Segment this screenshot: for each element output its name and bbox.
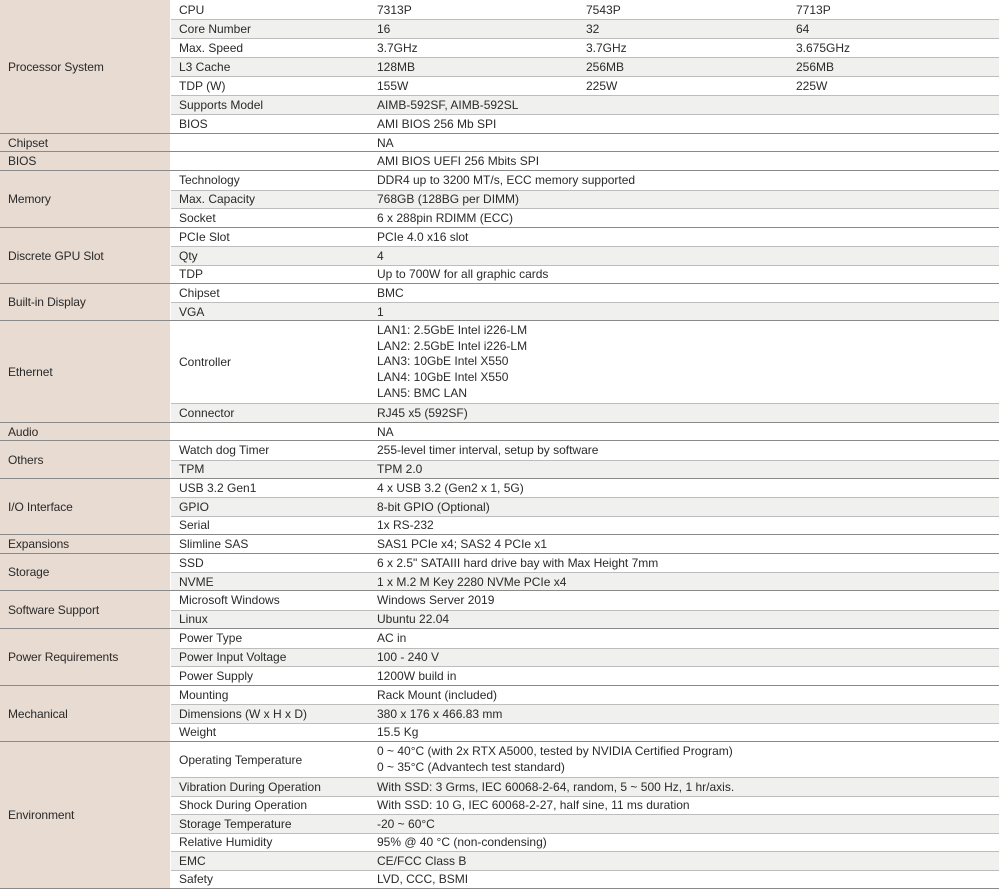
spec-row-label: Controller (179, 355, 232, 370)
spec-row-label: Microsoft Windows (179, 593, 280, 608)
section-rows (171, 171, 999, 227)
spec-row-label: TDP (W) (179, 79, 226, 93)
spec-row-value: NA (377, 424, 394, 439)
spec-row-label: TDP (179, 267, 203, 282)
section-processor-system (0, 0, 999, 134)
spec-row-value: 100 - 240 V (377, 650, 440, 665)
section-rows (171, 0, 999, 133)
spec-row (171, 19, 999, 38)
spec-row-value: 95% @ 40 °C (non-condensing) (377, 835, 547, 850)
spec-row-label: Qty (179, 248, 198, 263)
spec-row-label: Power Supply (179, 669, 254, 684)
spec-row (171, 284, 999, 302)
section-rows (171, 152, 999, 170)
spec-row-value: 225W (586, 79, 618, 93)
spec-row-value: 8-bit GPIO (Optional) (377, 499, 490, 514)
spec-row-value: 256MB (796, 60, 835, 74)
spec-row (171, 265, 999, 283)
spec-row (171, 591, 999, 610)
spec-row-value: 3.7GHz (586, 41, 627, 55)
section-environment (0, 742, 999, 889)
spec-row (171, 572, 999, 590)
spec-row-value: 1200W build in (377, 669, 457, 684)
spec-row-value: 4 (377, 248, 384, 263)
spec-row-value: 1x RS-232 (377, 518, 434, 533)
section-rows (171, 284, 999, 320)
section-rows (171, 321, 999, 422)
category-label: Memory (0, 171, 170, 227)
spec-value-line: 0 ~ 35°C (Advantech test standard) (377, 759, 565, 774)
spec-row-label: Operating Temperature (179, 752, 303, 767)
category-label: Discrete GPU Slot (0, 228, 170, 283)
spec-row-value: 15.5 Kg (377, 725, 419, 740)
spec-row-label: Linux (179, 612, 208, 627)
spec-row (171, 704, 999, 722)
spec-row-value: AIMB-592SF, AIMB-592SL (377, 98, 519, 112)
category-label: Others (0, 441, 170, 478)
spec-row-value: 7313P (377, 2, 412, 17)
spec-row (171, 423, 999, 440)
spec-row (171, 403, 999, 422)
spec-row-label: Max. Capacity (179, 192, 256, 207)
spec-row-label: BIOS (179, 117, 208, 131)
spec-row (171, 190, 999, 209)
spec-row (171, 686, 999, 704)
spec-value-line: LAN1: 2.5GbE Intel i226-LM (377, 322, 528, 337)
spec-row-label: Technology (179, 173, 240, 188)
spec-row-label: Power Type (179, 631, 243, 646)
spec-row-value: 3.7GHz (377, 41, 418, 55)
section-rows (171, 228, 999, 283)
spec-row-label: CPU (179, 2, 205, 17)
spec-row-label: VGA (179, 304, 205, 319)
spec-row (171, 814, 999, 832)
spec-row-value: 255-level timer interval, setup by software (377, 443, 599, 458)
category-label: Mechanical (0, 686, 170, 741)
spec-row (171, 610, 999, 629)
spec-row (171, 321, 999, 403)
section-rows (171, 441, 999, 478)
spec-row (171, 171, 999, 190)
section-discrete-gpu-slot (0, 228, 999, 284)
spec-row (171, 479, 999, 497)
spec-row-label: Weight (179, 725, 217, 740)
spec-row-label: Shock During Operation (179, 798, 308, 813)
spec-row-value: AMI BIOS UEFI 256 Mbits SPI (377, 154, 540, 168)
spec-value-line: LAN5: BMC LAN (377, 385, 468, 400)
category-label: Chipset (0, 134, 170, 151)
spec-row-label: Serial (179, 518, 210, 533)
section-i-o-interface (0, 479, 999, 535)
spec-row-value: DDR4 up to 3200 MT/s, ECC memory supported (377, 173, 636, 188)
category-label: Audio (0, 423, 170, 440)
category-label: Processor System (0, 0, 170, 133)
section-bios (0, 152, 999, 171)
spec-row-label: Vibration During Operation (179, 779, 321, 794)
spec-row-label: Relative Humidity (179, 835, 273, 850)
spec-row-value: 7543P (586, 2, 621, 17)
section-mechanical (0, 686, 999, 742)
spec-row (171, 152, 999, 170)
spec-row-value: TPM 2.0 (377, 462, 423, 477)
spec-row-label: Connector (179, 406, 235, 421)
spec-row-value: Windows Server 2019 (377, 593, 495, 608)
spec-row (171, 95, 999, 114)
spec-row-label: L3 Cache (179, 60, 231, 74)
category-label: Environment (0, 742, 170, 888)
spec-row (171, 629, 999, 648)
spec-row-value: 6 x 2.5" SATAIII hard drive bay with Max Height 7mm (377, 556, 659, 570)
spec-value-line: 0 ~ 40°C (with 2x RTX A5000, tested by NVIDIA Certified Program) (377, 743, 733, 758)
spec-row-value: 1 (377, 304, 384, 319)
spec-row-value: 6 x 288pin RDIMM (ECC) (377, 211, 514, 226)
spec-value-line: LAN3: 10GbE Intel X550 (377, 354, 509, 369)
spec-row-label: Chipset (179, 286, 220, 300)
spec-row-label: Mounting (179, 688, 229, 703)
spec-row (171, 723, 999, 741)
spec-value-line: LAN2: 2.5GbE Intel i226-LM (377, 338, 528, 353)
section-ethernet (0, 321, 999, 423)
spec-row (171, 114, 999, 133)
spec-row-value: 768GB (128BG per DIMM) (377, 192, 520, 207)
spec-row-label: PCIe Slot (179, 230, 230, 245)
spec-row (171, 554, 999, 572)
spec-row (171, 460, 999, 479)
spec-row-label: GPIO (179, 499, 210, 514)
spec-row-value: AC in (377, 631, 407, 646)
section-software-support (0, 591, 999, 629)
spec-row (171, 38, 999, 57)
category-label: Software Support (0, 591, 170, 628)
spec-row-label: Core Number (179, 22, 252, 36)
section-rows (171, 554, 999, 590)
section-rows (171, 479, 999, 534)
spec-row-value: 1 x M.2 M Key 2280 NVMe PCIe x4 (377, 574, 567, 589)
spec-row-value: 7713P (796, 2, 831, 17)
spec-row-label: EMC (179, 853, 206, 868)
section-rows (171, 742, 999, 888)
spec-row (171, 57, 999, 76)
spec-row-label: SSD (179, 556, 204, 570)
spec-row (171, 516, 999, 534)
section-expansions (0, 535, 999, 554)
spec-row (171, 246, 999, 264)
spec-row (171, 535, 999, 553)
spec-row-value: RJ45 x5 (592SF) (377, 406, 468, 421)
spec-row (171, 0, 999, 19)
spec-row-label: Socket (179, 211, 216, 226)
spec-row (171, 796, 999, 814)
section-rows (171, 134, 999, 151)
spec-row-value: 225W (796, 79, 828, 93)
spec-row-value: With SSD: 10 G, IEC 60068-2-27, half sine, 11 ms duration (377, 798, 690, 813)
spec-row (171, 648, 999, 667)
spec-row-value: 155W (377, 79, 409, 93)
spec-row (171, 851, 999, 869)
spec-row-value: 3.675GHz (796, 41, 851, 55)
spec-row-value: 256MB (586, 60, 625, 74)
spec-row-label: Supports Model (179, 98, 264, 112)
spec-row-value: NA (377, 135, 394, 150)
spec-row-value (377, 321, 527, 403)
spec-row-value: 64 (796, 22, 810, 36)
spec-row (171, 666, 999, 685)
spec-row-value: Rack Mount (included) (377, 688, 498, 703)
category-label: I/O Interface (0, 479, 170, 534)
section-rows (171, 686, 999, 741)
spec-row-value: 4 x USB 3.2 (Gen2 x 1, 5G) (377, 481, 524, 496)
spec-row-value: 16 (377, 22, 391, 36)
spec-row (171, 497, 999, 515)
spec-row-label: NVME (179, 574, 214, 589)
category-label: BIOS (0, 152, 170, 170)
spec-row-value: With SSD: 3 Grms, IEC 60068-2-64, random, 5 ~ 500 Hz, 1 hr/axis. (377, 779, 735, 794)
spec-row-value: LVD, CCC, BSMI (377, 872, 469, 887)
spec-row (171, 441, 999, 460)
spec-row-value: BMC (377, 286, 404, 300)
spec-row-value: Up to 700W for all graphic cards (377, 267, 549, 282)
spec-row-label: Slimline SAS (179, 537, 249, 551)
spec-row (171, 208, 999, 227)
spec-row-label: Max. Speed (179, 41, 244, 55)
spec-row-value: AMI BIOS 256 Mb SPI (377, 117, 497, 131)
spec-row (171, 134, 999, 151)
spec-row-value (377, 742, 733, 777)
spec-row (171, 777, 999, 795)
category-label: Expansions (0, 535, 170, 553)
spec-row-value: Ubuntu 22.04 (377, 612, 450, 627)
spec-row-value: -20 ~ 60°C (377, 816, 435, 831)
category-label: Storage (0, 554, 170, 590)
section-rows (171, 535, 999, 553)
category-label: Ethernet (0, 321, 170, 422)
spec-row (171, 833, 999, 851)
section-storage (0, 554, 999, 591)
spec-row (171, 76, 999, 95)
category-label: Built-in Display (0, 284, 170, 320)
spec-row (171, 870, 999, 888)
section-rows (171, 629, 999, 685)
spec-row (171, 302, 999, 320)
spec-row-label: TPM (179, 462, 205, 477)
section-built-in-display (0, 284, 999, 321)
spec-row-value: 32 (586, 22, 600, 36)
section-audio (0, 423, 999, 441)
spec-row-label: Watch dog Timer (179, 443, 270, 458)
section-memory (0, 171, 999, 228)
spec-row-label: Safety (179, 872, 214, 887)
spec-row-value: PCIe 4.0 x16 slot (377, 230, 469, 245)
section-rows (171, 423, 999, 440)
section-rows (171, 591, 999, 628)
spec-row-label: USB 3.2 Gen1 (179, 481, 257, 496)
section-power-requirements (0, 629, 999, 686)
spec-row-value: 380 x 176 x 466.83 mm (377, 706, 503, 721)
spec-row-label: Power Input Voltage (179, 650, 287, 665)
section-chipset (0, 134, 999, 152)
category-label: Power Requirements (0, 629, 170, 685)
spec-row-value: SAS1 PCIe x4; SAS2 4 PCIe x1 (377, 537, 548, 551)
spec-value-line: LAN4: 10GbE Intel X550 (377, 370, 509, 385)
spec-row (171, 742, 999, 777)
spec-row-label: Dimensions (W x H x D) (179, 706, 308, 721)
section-others (0, 441, 999, 479)
spec-row-value: CE/FCC Class B (377, 853, 467, 868)
spec-row-value: 128MB (377, 60, 416, 74)
spec-row-label: Storage Temperature (179, 816, 292, 831)
spec-row (171, 228, 999, 246)
